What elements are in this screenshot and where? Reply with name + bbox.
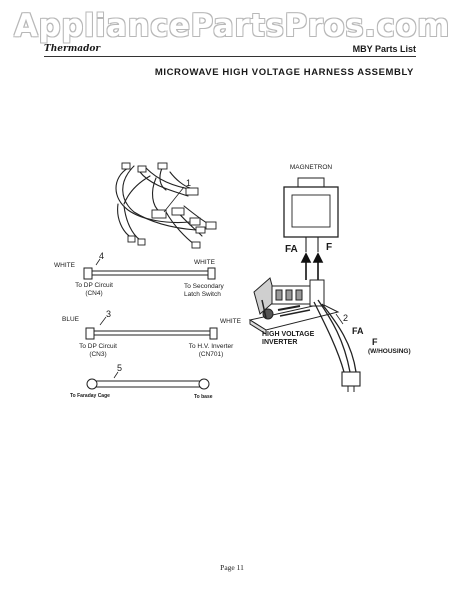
brand-logo: Thermador — [44, 44, 101, 54]
callout-4: 4 — [99, 251, 105, 261]
connection-arrows — [302, 254, 322, 280]
destination-right-5: To base — [194, 394, 213, 400]
wire-color-left-3: BLUE — [62, 316, 79, 323]
inverter-output-connector — [342, 372, 360, 386]
callout-1: 1 — [186, 178, 192, 188]
inverter-f-label: F — [372, 337, 378, 347]
callout-5: 5 — [117, 363, 123, 373]
inverter-label: HIGH VOLTAGE INVERTER — [262, 331, 315, 346]
destination-right-3: To H.V. Inverter (CN701) — [188, 343, 234, 358]
destination-left-4: To DP Circuit (CN4) — [75, 282, 113, 297]
inverter-housing-label: (W/HOUSING) — [368, 348, 411, 355]
wire-color-right-3: WHITE — [220, 318, 241, 325]
page-title: MICROWAVE HIGH VOLTAGE HARNESS ASSEMBLY — [154, 67, 414, 78]
inverter-board-drawing — [250, 278, 338, 334]
watermark: AppliancePartsPros.com — [14, 8, 450, 44]
magnetron-label: MAGNETRON — [289, 164, 333, 171]
inverter-fa-label: FA — [352, 326, 364, 336]
ground-strap-part-5 — [87, 372, 209, 389]
wire-color-right-4: WHITE — [194, 259, 215, 266]
destination-right-4: To Secondary Latch Switch — [184, 283, 224, 298]
document-title: MBY Parts List — [352, 44, 416, 54]
page-number: Page 11 — [220, 563, 244, 572]
destination-left-3: To DP Circuit (CN3) — [79, 343, 117, 358]
callout-2: 2 — [343, 313, 349, 323]
destination-left-5: To Faraday Cage — [70, 393, 110, 399]
magnetron-f-label: F — [326, 242, 333, 253]
magnetron-fa-label: FA — [285, 244, 298, 255]
wire-color-left-4: WHITE — [54, 262, 75, 269]
magnetron-drawing — [284, 178, 338, 252]
wire-part-3 — [86, 317, 217, 339]
callout-3: 3 — [106, 309, 112, 319]
